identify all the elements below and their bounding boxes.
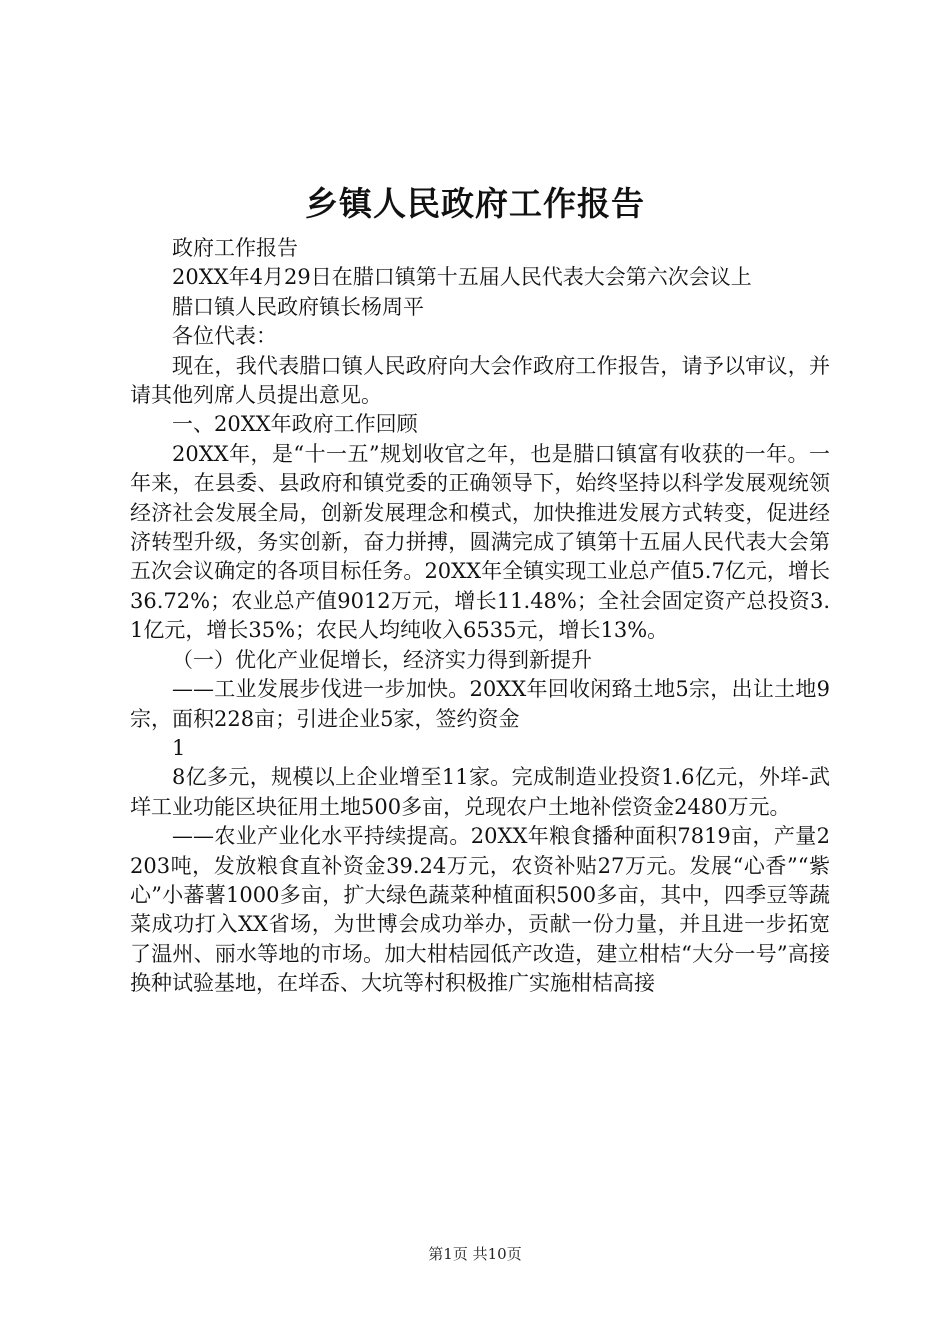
paragraph-speaker: 腊口镇人民政府镇长杨周平: [172, 294, 424, 319]
paragraph-agriculture: ——农业产业化水平持续提高。20XX年粮食播种面积7819亩，产量2203吨，发放粮食直补资金39.24万元，农资补贴27万元。发展“心香”“紫心”小蕃薯1000多亩，扩大绿色蔬菜种植面积500多亩，其中，四季豆等蔬菜成功打入XX省场，为世博会成功举办，贡献一份力量，并且进一步拓宽了温州、丽水等地的市场。加大柑桔园低产改造，建立柑桔“大分一号”高接换种试验基地，在垟岙、大坑等村积极推广实施柑桔高接: [130, 824, 830, 996]
paragraph-intro: 现在，我代表腊口镇人民政府向大会作政府工作报告，请予以审议，并请其他列席人员提出意见。: [130, 353, 830, 408]
paragraph-greeting: 各位代表：: [172, 324, 277, 349]
paragraph-heading: 政府工作报告: [172, 236, 298, 260]
paragraph-meeting: 20XX年4月29日在腊口镇第十五届人民代表大会第六次会议上: [172, 265, 752, 290]
page-footer: 第1页 共10页: [428, 1245, 522, 1263]
inline-page-number: 1: [172, 735, 186, 760]
section-heading-review: 一、20XX年政府工作回顾: [172, 412, 418, 437]
paragraph-industry: ——工业发展步伐进一步加快。20XX年回收闲臵土地5宗，出让土地9宗，面积228亩；引进企业5家，签约资金: [130, 677, 830, 731]
paragraph-summary: 20XX年，是“十一五”规划收官之年，也是腊口镇富有收获的一年。一年来，在县委、县政府和镇党委的正确领导下，始终坚持以科学发展观统领经济社会发展全局，创新发展理念和模式，加快推进发展方式转变，促进经济转型升级，务实创新，奋力拼搏，圆满完成了镇第十五届人民代表大会第五次会议确定的各项目标任务。20XX年全镇实现工业总产值5.7亿元，增长36.72%；农业总产值9012万元，增长11.48%；全社会固定资产总投资3.1亿元，增长35%；农民人均纯收入6535元，增长13%。: [130, 441, 830, 643]
paragraph-industry-continued: 8亿多元，规模以上企业增至11家。完成制造业投资1.6亿元，外垟-武垟工业功能区块征用土地500多亩，兑现农户土地补偿资金2480万元。: [130, 765, 830, 819]
subsection-heading-industry: （一）优化产业促增长，经济实力得到新提升: [172, 647, 592, 672]
document-title: 乡镇人民政府工作报告: [305, 184, 645, 223]
document-body: [130, 234, 830, 999]
